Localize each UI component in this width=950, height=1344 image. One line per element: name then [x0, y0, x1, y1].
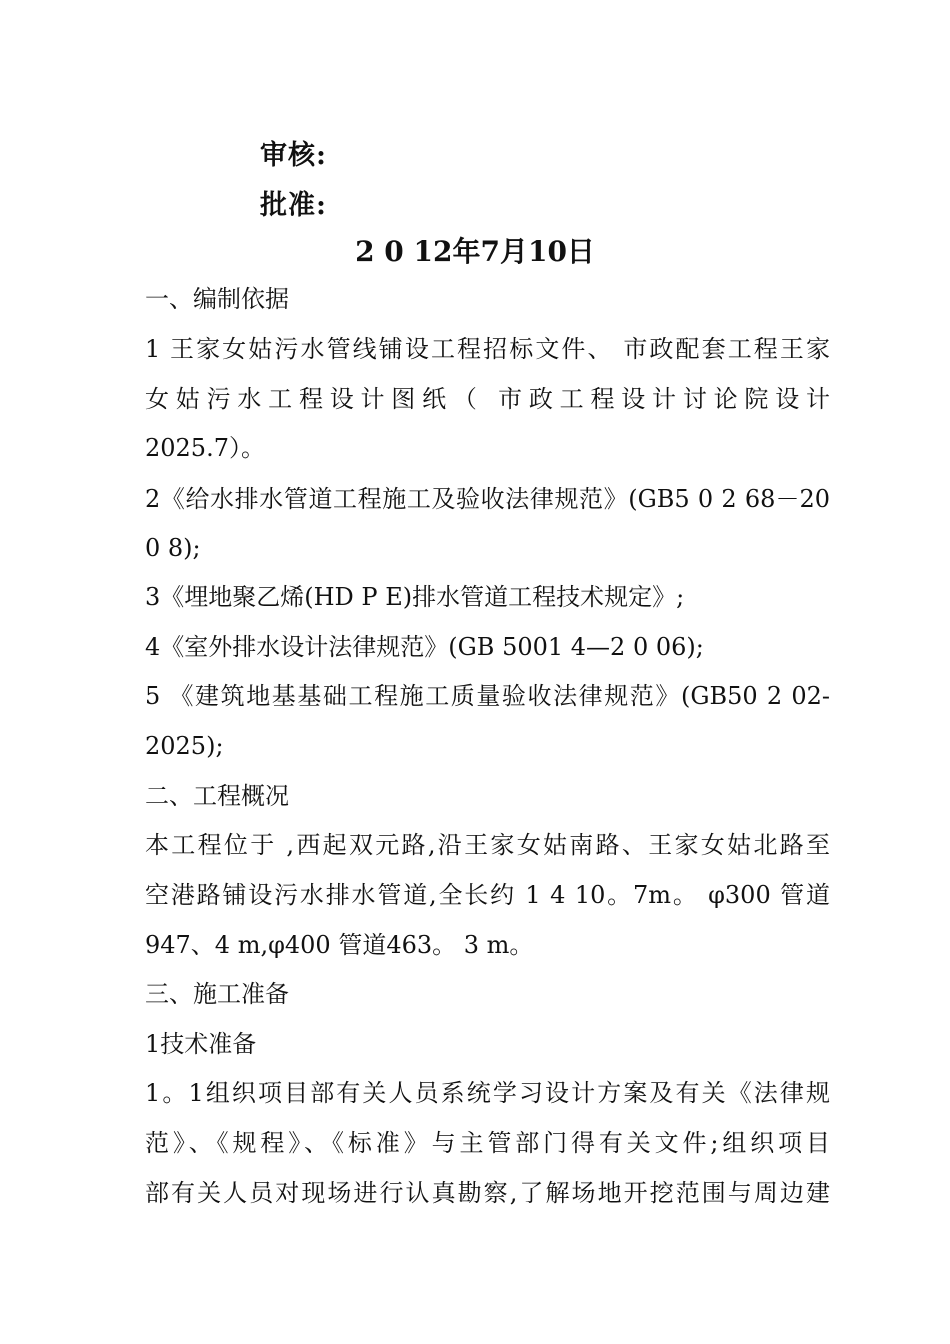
paragraph-line: 0 8); — [145, 534, 201, 562]
paragraph-line: 1。1组织项目部有关人员系统学习设计方案及有关《法律规 — [145, 1079, 830, 1107]
review-signature-label: 审核: — [260, 140, 327, 171]
paragraph-line: 2《给水排水管道工程施工及验收法律规范》(GB5 0 2 68－20 — [145, 485, 830, 513]
paragraph-line: 空港路铺设污水排水管道,全长约 1 4 10。7m。 φ300 管道 — [145, 881, 830, 909]
subsection-heading-technical: 1技术准备 — [145, 1030, 257, 1058]
paragraph-line: 1 王家女姑污水管线铺设工程招标文件、 市政配套工程王家 — [145, 335, 830, 363]
section-heading-basis: 一、编制依据 — [145, 285, 289, 313]
approve-signature-label: 批准: — [260, 190, 327, 221]
paragraph-line: 3《埋地聚乙烯(HD P E)排水管道工程技术规定》; — [145, 583, 685, 611]
paragraph-line: 4《室外排水设计法律规范》(GB 5001 4—2 0 06); — [145, 633, 704, 661]
section-heading-preparation: 三、施工准备 — [145, 980, 289, 1008]
paragraph-line: 女姑污水工程设计图纸（ 市政工程设计讨论院设计 — [145, 385, 830, 413]
section-heading-overview: 二、工程概况 — [145, 782, 289, 810]
paragraph-line: 2025); — [145, 732, 224, 760]
document-date: 2 0 12年7月10日 — [355, 235, 595, 268]
paragraph-line: 部有关人员对现场进行认真勘察,了解场地开挖范围与周边建 — [145, 1179, 830, 1207]
paragraph-line: 范》、《规程》、《标准》与主管部门得有关文件;组织项目 — [145, 1129, 830, 1157]
paragraph-line: 5 《建筑地基基础工程施工质量验收法律规范》(GB50 2 02- — [145, 682, 830, 710]
paragraph-line: 2025.7）。 — [145, 434, 265, 462]
paragraph-line: 本工程位于 ,西起双元路,沿王家女姑南路、王家女姑北路至 — [145, 831, 830, 859]
paragraph-line: 947、4 m,φ400 管道463。 3 m。 — [145, 931, 534, 959]
